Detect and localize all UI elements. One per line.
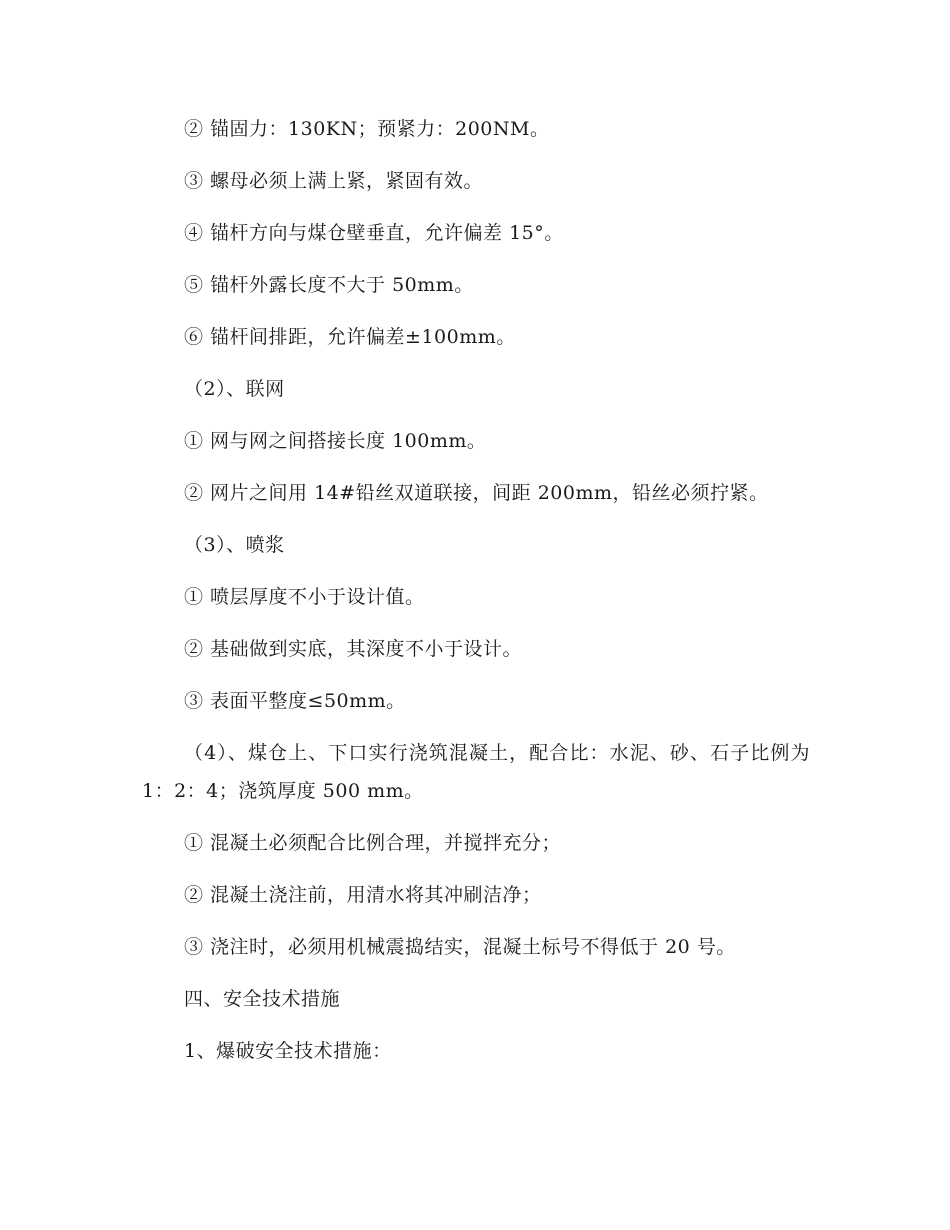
concrete-cleaning-item: ② 混凝土浇注前，用清水将其冲刷洁净； — [184, 884, 542, 906]
subsection-heading-blasting: 1、爆破安全技术措施： — [184, 1040, 392, 1062]
nut-tightening-item: ③ 螺母必须上满上紧，紧固有效。 — [184, 170, 484, 192]
mesh-overlap-item: ① 网与网之间搭接长度 100mm。 — [184, 430, 487, 452]
concrete-mix-item: ① 混凝土必须配合比例合理，并搅拌充分； — [184, 832, 562, 854]
shotcrete-thickness-item: ① 喷层厚度不小于设计值。 — [184, 586, 425, 608]
anchor-exposed-length-item: ⑤ 锚杆外露长度不大于 50mm。 — [184, 274, 474, 296]
anchor-force-item: ② 锚固力：130KN；预紧力：200NM。 — [184, 118, 550, 140]
mesh-connection-item: ② 网片之间用 14#铅丝双道联接，间距 200mm，铅丝必须拧紧。 — [184, 482, 769, 504]
concrete-pouring-paragraph: （4）、煤仓上、下口实行浇筑混凝土，配合比：水泥、砂、石子比例为 1：2：4；浇筑厚度 500 mm。 — [142, 742, 810, 802]
concrete-vibration-item: ③ 浇注时，必须用机械震捣结实，混凝土标号不得低于 20 号。 — [184, 936, 736, 958]
surface-flatness-item: ③ 表面平整度≤50mm。 — [184, 690, 406, 712]
document-body — [142, 110, 810, 1084]
anchor-spacing-item: ⑥ 锚杆间排距，允许偏差±100mm。 — [184, 326, 516, 348]
section-heading-safety: 四、安全技术措施 — [184, 988, 341, 1010]
section-heading-shotcrete: （3）、喷浆 — [184, 534, 285, 556]
section-heading-mesh: （2）、联网 — [184, 378, 285, 400]
anchor-direction-item: ④ 锚杆方向与煤仓壁垂直，允许偏差 15°。 — [184, 222, 564, 244]
foundation-depth-item: ② 基础做到实底，其深度不小于设计。 — [184, 638, 523, 660]
